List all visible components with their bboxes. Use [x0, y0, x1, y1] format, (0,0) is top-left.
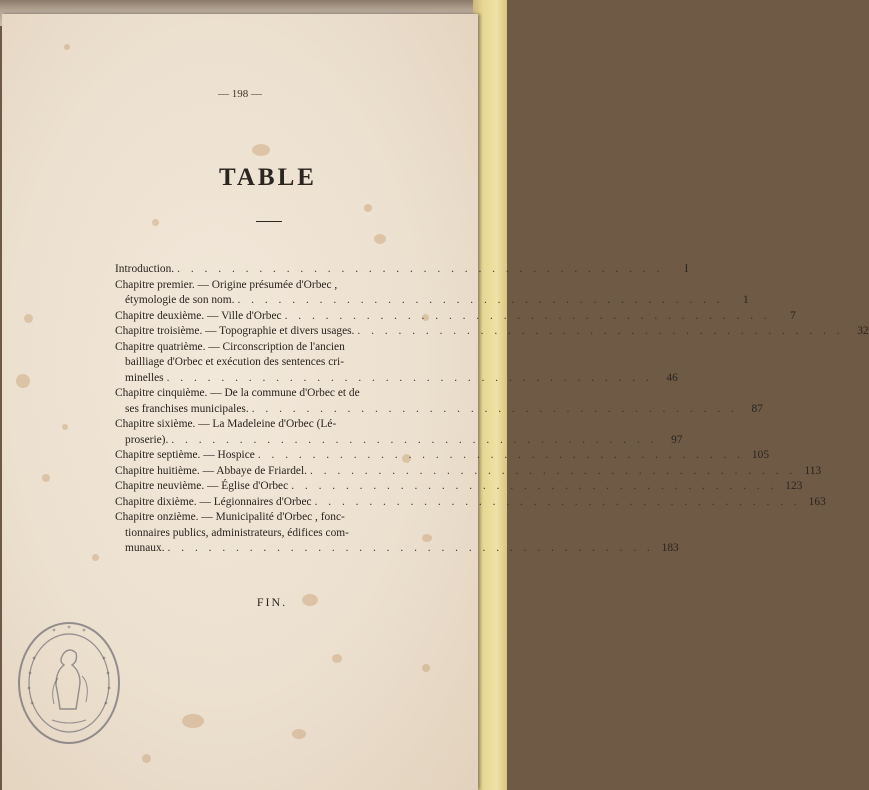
- toc-entry-text: Chapitre huitième. — Abbaye de Friardel.: [115, 464, 308, 477]
- toc-line: [115, 402, 763, 418]
- end-marker: FIN.: [256, 595, 288, 609]
- toc-page-number: 113: [804, 464, 822, 477]
- page-number: — 198 —: [218, 88, 262, 100]
- toc-entry-text: Chapitre deuxième. — Ville d'Orbec: [115, 309, 282, 322]
- toc-line: [115, 309, 796, 325]
- foxing-stain: [332, 654, 342, 663]
- foxing-stain: [42, 474, 50, 482]
- book-binding: [473, 0, 507, 790]
- title-divider: [256, 221, 282, 222]
- foxing-stain: [64, 44, 70, 50]
- toc-leader-dots: . . . . . . . . . . . . . . . . . . . . . . . . . . . . . . . . . . . .: [310, 464, 797, 477]
- toc-line: [115, 526, 397, 542]
- book-page: [2, 14, 869, 790]
- toc-entry-text: Chapitre cinquième. — De la commune d'Orbec et de: [115, 387, 360, 399]
- toc-page-number: I: [684, 263, 689, 275]
- toc-page-number: 87: [751, 402, 763, 415]
- toc-entry-text: Chapitre neuvième. — Église d'Orbec: [115, 480, 289, 492]
- library-stamp-icon: [14, 618, 124, 748]
- toc-entry-text: munaux.: [125, 542, 165, 554]
- foxing-stain: [16, 374, 30, 388]
- toc-entry-text: Chapitre septième. — Hospice: [115, 449, 255, 461]
- toc-leader-dots: . . . . . . . . . . . . . . . . . . . . . . . . . . . . . . . . . . . .: [251, 402, 738, 415]
- toc-leader-dots: . . . . . . . . . . . . . . . . . . . . . . . . . . . . . . . . . . . .: [167, 542, 654, 554]
- toc-page-number: 183: [661, 542, 679, 554]
- toc-entry-text: minelles: [125, 371, 164, 384]
- toc-line: [115, 293, 749, 309]
- toc-line: [115, 479, 803, 495]
- toc-line: [115, 417, 397, 433]
- toc-line: [115, 386, 397, 402]
- toc-page-number: 1: [742, 294, 749, 306]
- toc-entry-text: Chapitre quatrième. — Circonscription de l'ancien: [115, 340, 345, 353]
- toc-line: [115, 278, 397, 294]
- toc-entry-text: tionnaires publics, administrateurs, édifices com-: [125, 526, 349, 539]
- toc-leader-dots: . . . . . . . . . . . . . . . . . . . . . . . . . . . . . . . . . . . .: [357, 325, 844, 337]
- toc-entry-text: Chapitre sixième. — La Madeleine d'Orbec (Lé-: [115, 418, 337, 430]
- toc-entry-text: Chapitre dixième. — Légionnaires d'Orbec: [115, 495, 312, 508]
- toc-line: [115, 541, 679, 557]
- toc-line: [115, 464, 822, 480]
- toc-page-number: 123: [785, 480, 803, 492]
- foxing-stain: [422, 664, 430, 672]
- toc-line: [115, 495, 826, 511]
- toc-leader-dots: . . . . . . . . . . . . . . . . . . . . . . . . . . . . . . . . . . . .: [171, 433, 658, 446]
- foxing-stain: [182, 714, 204, 728]
- toc-entry-text: étymologie de son nom.: [125, 294, 235, 306]
- toc-leader-dots: . . . . . . . . . . . . . . . . . . . . . . . . . . . . . . . . . . . .: [237, 294, 724, 306]
- foxing-stain: [374, 234, 386, 244]
- toc-leader-dots: . . . . . . . . . . . . . . . . . . . . . . . . . . . . . . . . . . . .: [314, 495, 801, 508]
- toc-line: [115, 433, 683, 449]
- toc-page-number: 7: [790, 309, 796, 322]
- toc-leader-dots: . . . . . . . . . . . . . . . . . . . . . . . . . . . . . . . . . . . .: [291, 480, 778, 492]
- toc-entry-text: Chapitre troisième. — Topographie et divers usages.: [115, 325, 355, 337]
- toc-page-number: 32: [857, 325, 869, 337]
- toc-leader-dots: . . . . . . . . . . . . . . . . . . . . . . . . . . . . . . . . . . . .: [284, 309, 771, 322]
- toc-line: [115, 262, 689, 278]
- toc-entry-text: bailliage d'Orbec et exécution des sentences cri-: [125, 356, 345, 368]
- foxing-stain: [24, 314, 33, 323]
- toc-page-number: 163: [808, 495, 826, 508]
- toc-leader-dots: . . . . . . . . . . . . . . . . . . . . . . . . . . . . . . . . . . . .: [177, 263, 664, 275]
- toc-entry-text: Chapitre onzième. — Municipalité d'Orbec , fonc-: [115, 511, 345, 523]
- foxing-stain: [364, 204, 372, 212]
- toc-page-number: 46: [666, 371, 678, 384]
- foxing-stain: [62, 424, 68, 430]
- toc-line: [115, 371, 678, 387]
- toc-entry-text: Chapitre premier. — Origine présumée d'Orbec ,: [115, 278, 338, 291]
- toc-line: [115, 355, 397, 371]
- toc-line: [115, 340, 397, 356]
- foxing-stain: [142, 754, 151, 763]
- toc-entry-text: ses franchises municipales.: [125, 402, 249, 415]
- foxing-stain: [292, 729, 306, 739]
- toc-leader-dots: . . . . . . . . . . . . . . . . . . . . . . . . . . . . . . . . . . . .: [166, 371, 653, 384]
- page-title: TABLE: [219, 164, 317, 191]
- toc-page-number: 97: [671, 433, 683, 446]
- toc-entry-text: Introduction.: [115, 263, 175, 275]
- foxing-stain: [252, 144, 270, 156]
- toc-line: [115, 324, 869, 340]
- toc-leader-dots: . . . . . . . . . . . . . . . . . . . . . . . . . . . . . . . . . . . .: [257, 449, 745, 461]
- toc-page-number: 105: [751, 449, 770, 461]
- foxing-stain: [92, 554, 99, 561]
- toc-line: [115, 510, 397, 526]
- toc-entry-text: proserie).: [125, 433, 169, 446]
- foxing-stain: [152, 219, 159, 226]
- table-of-contents: [115, 262, 869, 557]
- toc-line: [115, 448, 770, 464]
